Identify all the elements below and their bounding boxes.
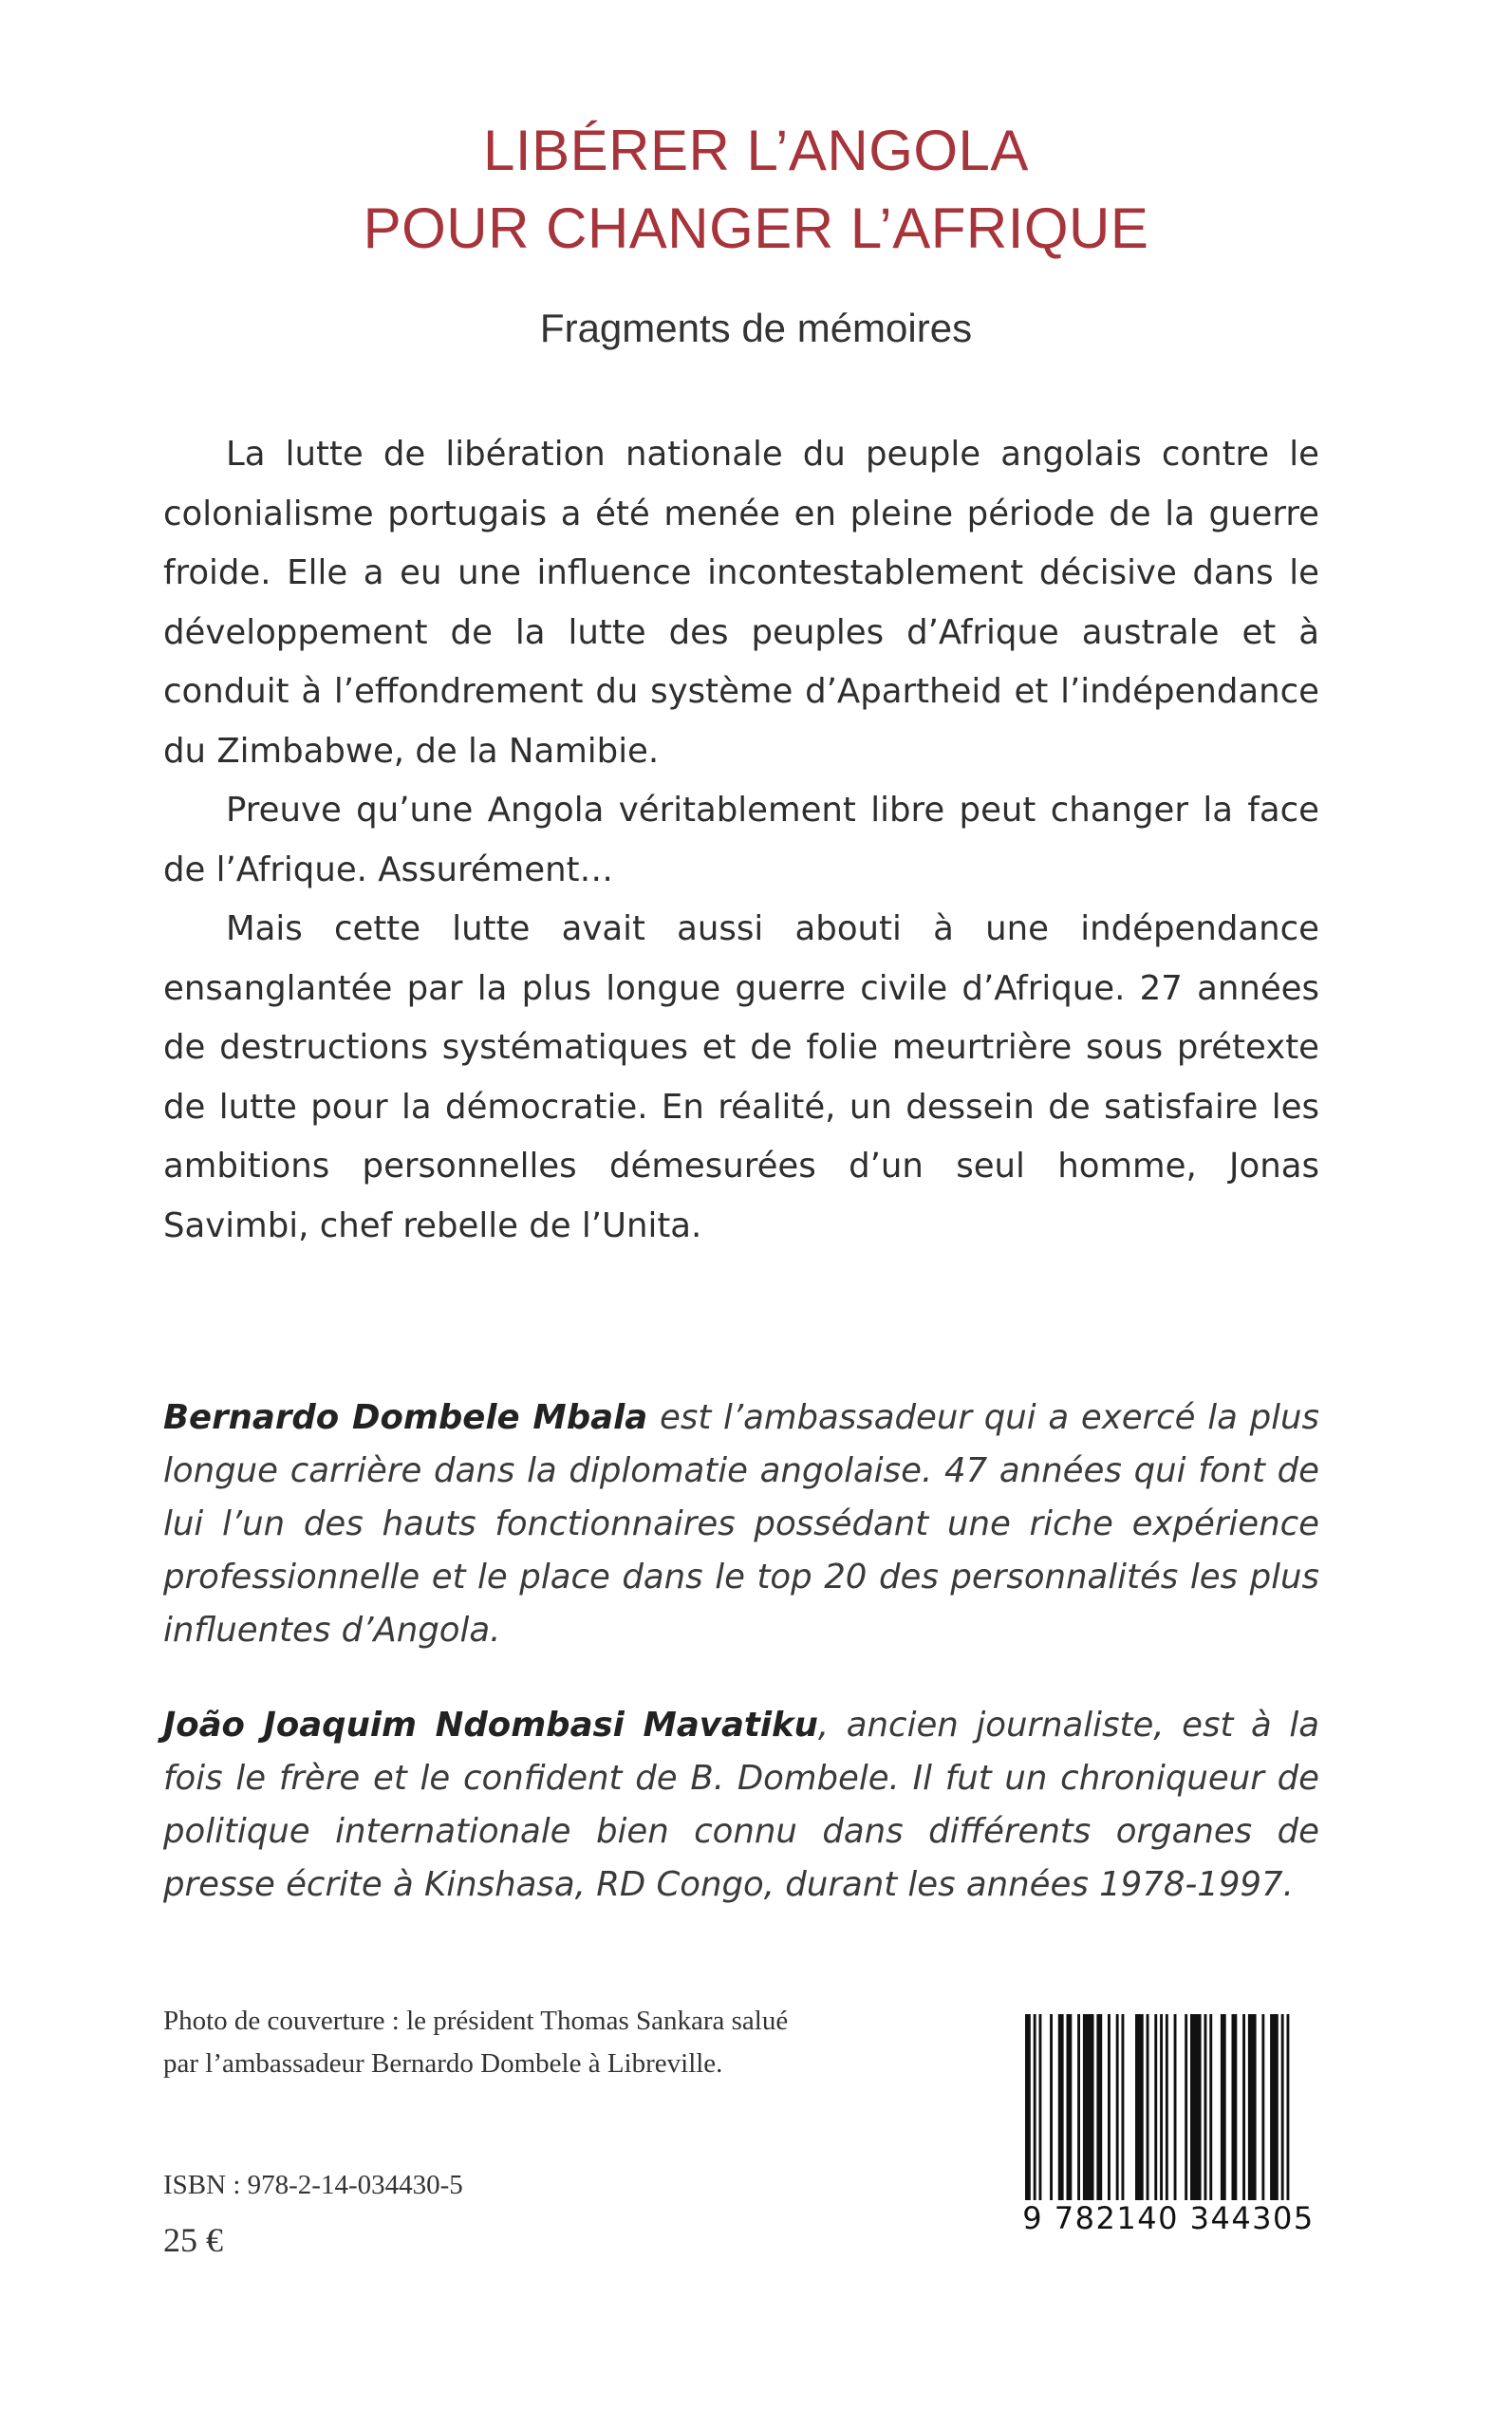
barcode-bar xyxy=(1050,2014,1053,2200)
author-bio-1-body: est l’ambassadeur qui a exercé la plus longue carrière dans la diplomatie angolaise. 47 années qui font de lui l’un des hauts fonctionnaires possédant une riche expérience professionnelle et le place dans le top 20 des personnalités les plus influentes d’Angola. xyxy=(163,1398,1320,1650)
author-bio-1-text xyxy=(163,1391,1319,1657)
author-bio-2-body: , ancien journaliste, est à la fois le frère et le confident de B. Dombele. Il fut un chroniqueur de politique internationale bien connu dans différents organes de presse écrite à Kinshasa, RD Congo, durant les années 1978-1997. xyxy=(163,1706,1319,1904)
author-bio-1 xyxy=(163,1391,1319,1657)
barcode-bar xyxy=(1209,2014,1212,2200)
photo-credit xyxy=(163,2000,847,2085)
barcode-bar xyxy=(1242,2014,1245,2200)
barcode-bar xyxy=(1281,2014,1284,2200)
barcode-bar xyxy=(1025,2014,1031,2200)
barcode-bar xyxy=(1083,2014,1094,2200)
barcode-bar xyxy=(1232,2014,1238,2200)
book-title xyxy=(0,112,1512,268)
barcode-bar xyxy=(1034,2014,1036,2200)
barcode-bar xyxy=(1204,2014,1207,2200)
author-bio-2 xyxy=(163,1699,1319,1912)
author-bio-2-text xyxy=(163,1699,1319,1912)
barcode-bar xyxy=(1108,2014,1111,2200)
isbn-number: ISBN : 978-2-14-034430-5 xyxy=(163,2170,463,2200)
barcode-bar xyxy=(1248,2014,1257,2200)
back-cover-blurb xyxy=(163,425,1319,1256)
price: 25 € xyxy=(163,2221,223,2259)
barcode-bar xyxy=(1147,2014,1149,2200)
barcode-bar xyxy=(1135,2014,1144,2200)
barcode-bar xyxy=(1077,2014,1080,2200)
blurb-paragraph-3: Mais cette lutte avait aussi abouti à une indépendance ensanglantée par la plus longue guerre civile d’Afrique. 27 années de destructions systématiques et de folie meurtrière sous prétexte de lutte pour la démocratie. En réalité, un dessein de satisfaire les ambitions personnelles démesurées d’un seul homme, Jonas Savimbi, chef rebelle de l’Unita. xyxy=(163,909,1319,1245)
barcode-bar xyxy=(1287,2014,1290,2200)
barcode-bar xyxy=(1096,2014,1102,2200)
barcode-bar xyxy=(1270,2014,1279,2200)
photo-credit-line-2: par l’ambassadeur Bernardo Dombele à Libreville. xyxy=(163,2048,723,2079)
blurb-paragraph-1: La lutte de libération nationale du peuple angolais contre le colonialisme portugais a été menée en pleine période de la guerre froide. Elle a eu une influence incontestablement décisive dans le développement de la lutte des peuples d’Afrique australe et à conduit à l’effondrement du système d’Apartheid et l’indépendance du Zimbabwe, de la Namibie. xyxy=(163,435,1319,771)
barcode-bar xyxy=(1067,2014,1073,2200)
barcode-bar xyxy=(1058,2014,1064,2200)
barcode-bar xyxy=(1039,2014,1042,2200)
book-subtitle: Fragments de mémoires xyxy=(539,306,973,350)
author-name-1: Bernardo Dombele Mbala xyxy=(163,1398,648,1437)
barcode-bar xyxy=(1221,2014,1226,2200)
blurb-paragraph-2: Preuve qu’une Angola véritablement libre peut changer la face de l’Afrique. Assurément… xyxy=(163,791,1319,889)
barcode-digits: 9 782140 344305 xyxy=(1022,2200,1315,2236)
barcode-bar xyxy=(1166,2014,1168,2200)
author-name-2: João Joaquim Ndombasi Mavatiku xyxy=(163,1706,818,1745)
book-title-line-2: POUR CHANGER L’AFRIQUE xyxy=(363,196,1149,260)
photo-credit-line-1: Photo de couverture : le président Thomas Sankara salué xyxy=(163,2006,789,2036)
barcode-bar xyxy=(1122,2014,1125,2200)
barcode-bar xyxy=(1154,2014,1157,2200)
barcode-bar xyxy=(1190,2014,1202,2200)
barcode-bar xyxy=(1174,2014,1177,2200)
barcode-bars xyxy=(1017,2014,1319,2200)
barcode-bar xyxy=(1261,2014,1264,2200)
barcode-bar xyxy=(1185,2014,1187,2200)
book-title-line-1: LIBÉRER L’ANGOLA xyxy=(483,119,1029,182)
barcode-bar xyxy=(1116,2014,1119,2200)
barcode-bar xyxy=(1160,2014,1163,2200)
